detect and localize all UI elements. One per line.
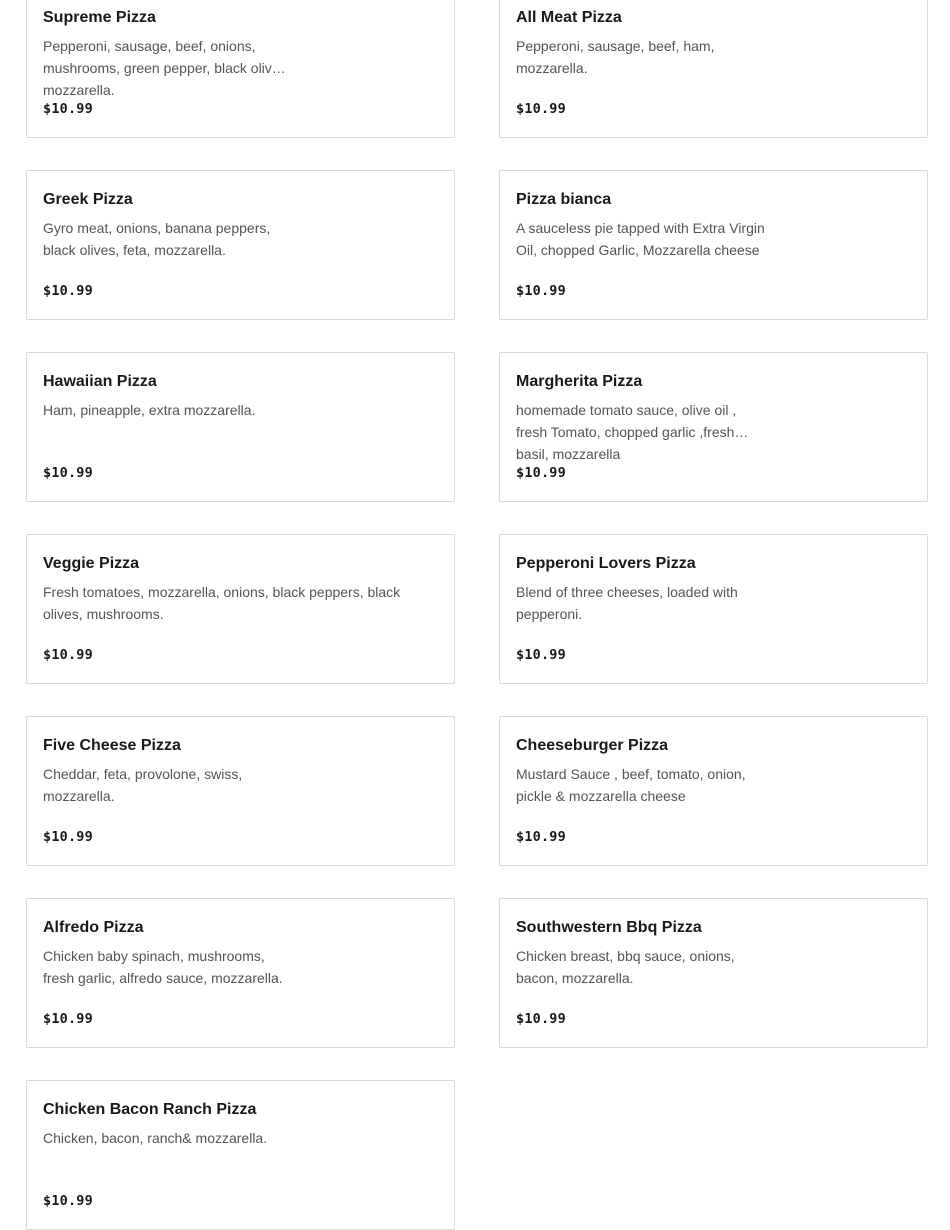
item-name: Pizza bianca <box>516 191 612 208</box>
item-price: $10.99 <box>43 283 93 299</box>
item-name: Hawaiian Pizza <box>43 373 157 390</box>
item-description: Cheddar, feta, provolone, swiss, mozzarella. <box>43 766 243 804</box>
item-description: Pepperoni, sausage, beef, onions, mushrooms, green pepper, black olives, mozzarella. <box>43 38 291 98</box>
item-name: All Meat Pizza <box>516 9 622 26</box>
item-price: $10.99 <box>43 647 93 663</box>
menu-item-five-cheese-pizza[interactable] <box>26 716 455 866</box>
item-description: Blend of three cheeses, loaded with pepperoni. <box>516 584 738 622</box>
item-price: $10.99 <box>43 1011 93 1027</box>
item-description: Mustard Sauce , beef, tomato, onion, pickle & mozzarella cheese <box>516 766 746 804</box>
menu-item-grid <box>26 0 928 1230</box>
menu-item-margherita-pizza[interactable] <box>499 352 928 502</box>
item-name: Cheeseburger Pizza <box>516 737 669 754</box>
item-name: Southwestern Bbq Pizza <box>516 919 702 936</box>
item-price: $10.99 <box>516 647 566 663</box>
item-price: $10.99 <box>516 101 566 117</box>
item-name: Alfredo Pizza <box>43 919 144 936</box>
menu-item-southwestern-bbq-pizza[interactable] <box>499 898 928 1048</box>
menu-item-cheeseburger-pizza[interactable] <box>499 716 928 866</box>
item-price: $10.99 <box>516 283 566 299</box>
item-name: Greek Pizza <box>43 191 133 208</box>
item-description: Chicken baby spinach, mushrooms, fresh garlic, alfredo sauce, mozzarella. <box>43 948 283 986</box>
menu-item-all-meat-pizza[interactable] <box>499 0 928 138</box>
item-description: Chicken, bacon, ranch& mozzarella. <box>43 1130 268 1146</box>
menu-item-veggie-pizza[interactable] <box>26 534 455 684</box>
item-price: $10.99 <box>516 829 566 845</box>
item-price: $10.99 <box>43 1193 93 1209</box>
item-description: Ham, pineapple, extra mozzarella. <box>43 402 256 418</box>
item-description: A sauceless pie tapped with Extra Virgin Oil, chopped Garlic, Mozzarella cheese <box>516 220 765 258</box>
menu-item-alfredo-pizza[interactable] <box>26 898 455 1048</box>
item-price: $10.99 <box>516 465 566 481</box>
item-price: $10.99 <box>43 829 93 845</box>
item-name: Chicken Bacon Ranch Pizza <box>43 1101 257 1118</box>
menu-item-pizza-bianca[interactable] <box>499 170 928 320</box>
item-price: $10.99 <box>43 465 93 481</box>
item-name: Supreme Pizza <box>43 9 156 26</box>
menu-item-chicken-bacon-ranch-pizza[interactable] <box>26 1080 455 1230</box>
menu-item-hawaiian-pizza[interactable] <box>26 352 455 502</box>
item-description: Pepperoni, sausage, beef, ham, mozzarella. <box>516 38 715 76</box>
item-price: $10.99 <box>43 101 93 117</box>
item-description: homemade tomato sauce, olive oil , fresh Tomato, chopped garlic ,fresh basil, mozzarella <box>516 402 737 462</box>
item-name: Five Cheese Pizza <box>43 737 181 754</box>
item-description: Fresh tomatoes, mozzarella, onions, black peppers, black olives, mushrooms. <box>43 584 401 622</box>
menu-item-supreme-pizza[interactable] <box>26 0 455 138</box>
menu-item-greek-pizza[interactable] <box>26 170 455 320</box>
item-name: Pepperoni Lovers Pizza <box>516 555 696 572</box>
item-description: Gyro meat, onions, banana peppers, black olives, feta, mozzarella. <box>43 220 271 258</box>
item-name: Veggie Pizza <box>43 555 140 572</box>
item-price: $10.99 <box>516 1011 566 1027</box>
item-name: Margherita Pizza <box>516 373 643 390</box>
menu-item-pepperoni-lovers-pizza[interactable] <box>499 534 928 684</box>
item-description: Chicken breast, bbq sauce, onions, bacon, mozzarella. <box>516 948 735 986</box>
